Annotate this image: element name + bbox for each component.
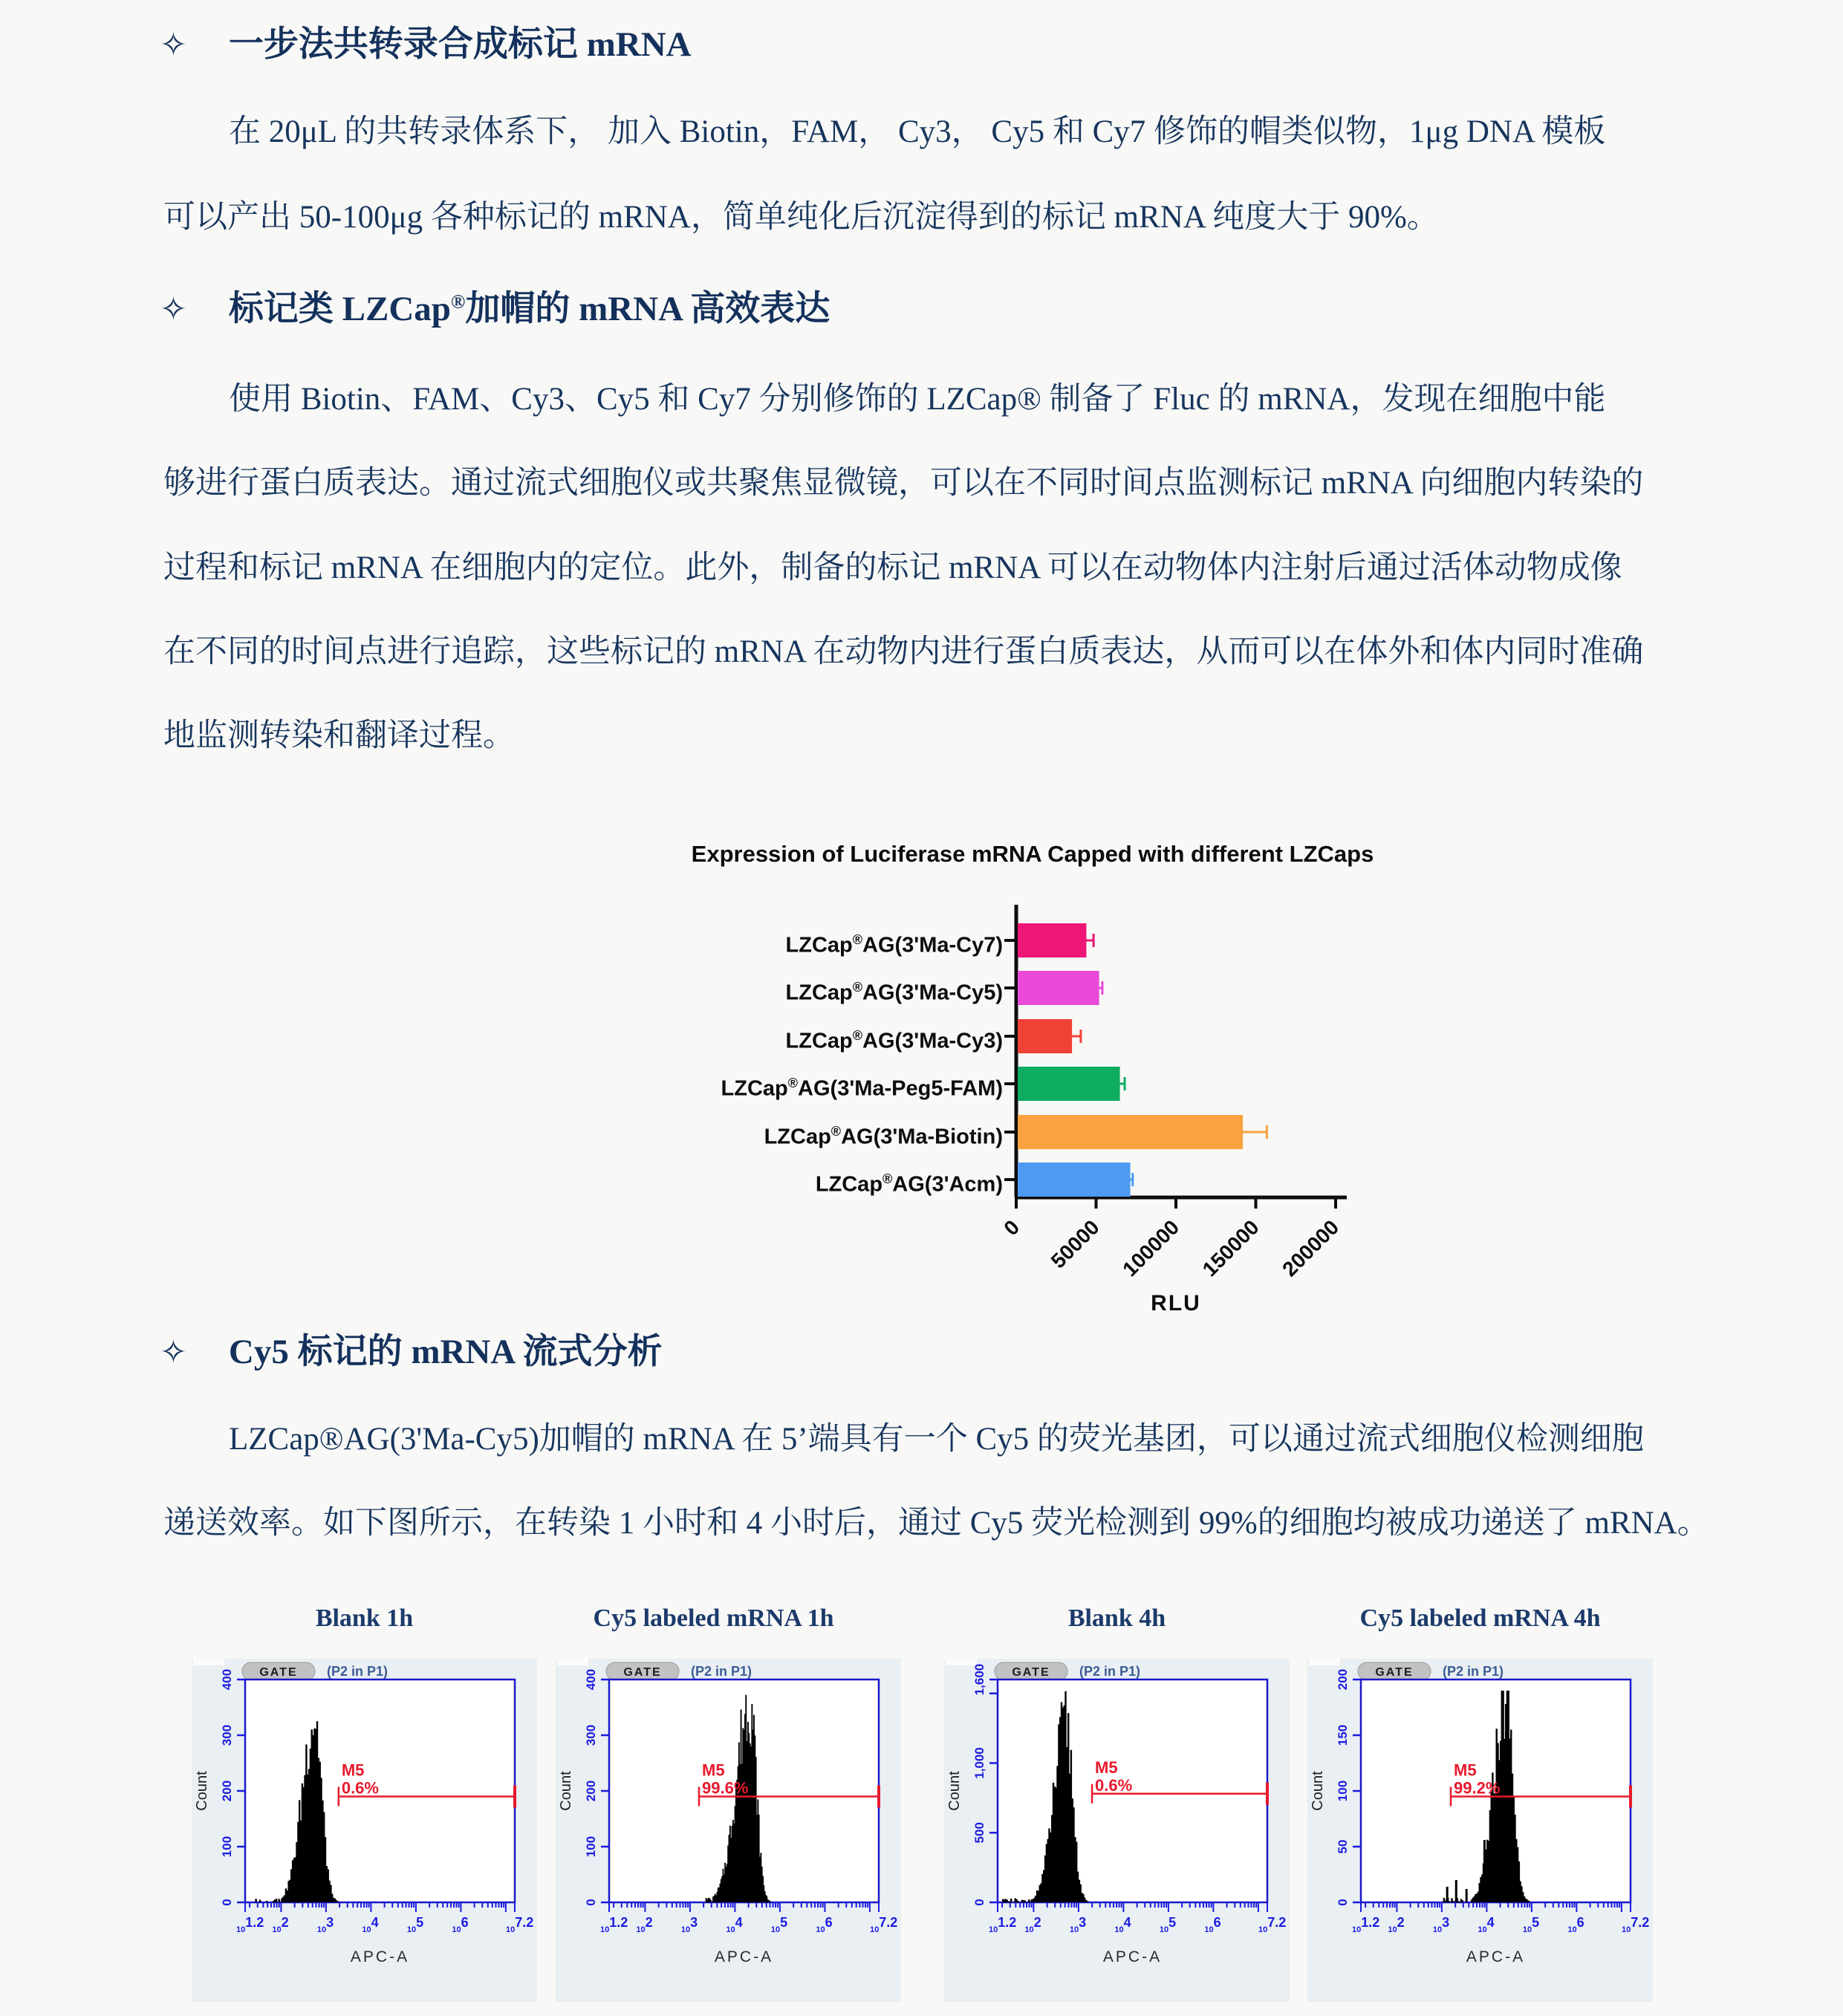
- panel-corner-notch: [557, 1659, 588, 1665]
- y-tick-label: 300: [584, 1724, 598, 1746]
- x-tick-label: 104: [1478, 1915, 1495, 1934]
- y-tick-label: 1,600: [972, 1663, 986, 1696]
- flow-panel-title: Blank 1h: [315, 1604, 414, 1632]
- x-tick-label: 101.2: [989, 1915, 1017, 1934]
- bar-2: [1018, 971, 1099, 1005]
- diamond-bullet-icon: ✧: [160, 1334, 187, 1370]
- x-tick-label: 105: [770, 1915, 788, 1934]
- heading-text: Cy5 标记的 mRNA 流式分析: [228, 1333, 663, 1371]
- x-tick-label: 200000: [1278, 1215, 1344, 1281]
- x-tick-label: 102: [1388, 1915, 1405, 1934]
- marker-percentage: 0.6%: [1095, 1775, 1133, 1795]
- y-axis-title: Count: [946, 1771, 963, 1811]
- x-tick-label: 107.2: [506, 1915, 534, 1934]
- y-tick-label: 0: [1336, 1899, 1350, 1906]
- flow-panel-blank-1h: [192, 1659, 537, 2002]
- paragraph-line: 递送效率。如下图所示，在转染 1 小时和 4 小时后，通过 Cy5 荧光检测到 99%的细胞均被成功递送了 mRNA。: [163, 1506, 1709, 1541]
- bar-chart-x-axis-label: RLU: [1151, 1291, 1201, 1316]
- marker-percentage: 0.6%: [341, 1778, 379, 1798]
- histogram-bin: [1457, 1901, 1459, 1902]
- gate-note: (P2 in P1): [327, 1664, 389, 1679]
- x-tick-label: 106: [1204, 1915, 1221, 1934]
- x-tick-label: 105: [1159, 1915, 1177, 1934]
- category-label: LZCap®AG(3'Ma-Cy5): [785, 980, 1003, 1005]
- histogram-spike: [1483, 1840, 1486, 1902]
- paragraph-line: 在 20μL 的共转录体系下， 加入 Biotin，FAM， Cy3， Cy5 和 Cy7 修饰的帽类似物，1μg DNA 模板: [229, 114, 1606, 149]
- x-tick-label: 0: [999, 1215, 1024, 1241]
- bar-chart-plot: [624, 891, 1382, 1281]
- flow-panel-cy5-4h: [1307, 1659, 1653, 2002]
- x-tick-label: 104: [1114, 1915, 1131, 1934]
- histogram-bin: [710, 1900, 712, 1902]
- y-tick-label: 200: [220, 1780, 234, 1802]
- histogram-bin: [1449, 1902, 1450, 1903]
- y-tick-label: 0: [972, 1899, 986, 1906]
- flow-panel-cy5-1h: [556, 1659, 901, 2002]
- category-label: LZCap®AG(3'Ma-Cy3): [785, 1028, 1003, 1053]
- y-tick-label: 100: [220, 1835, 234, 1858]
- x-tick-label: 50000: [1046, 1215, 1104, 1273]
- bar-3: [1018, 1019, 1072, 1053]
- y-tick-label: 400: [584, 1668, 598, 1691]
- x-tick-label: 107.2: [870, 1915, 898, 1934]
- histogram-bin: [1452, 1901, 1454, 1902]
- histogram-bin: [255, 1899, 256, 1902]
- plot-frame: [998, 1680, 1267, 1902]
- x-tick-label: 105: [1522, 1915, 1540, 1934]
- gate-label: GATE: [1375, 1666, 1414, 1679]
- x-axis-title: APC-A: [350, 1948, 410, 1965]
- y-tick-label: 200: [1336, 1668, 1350, 1691]
- bar-4: [1018, 1067, 1120, 1101]
- gate-label: GATE: [1012, 1666, 1050, 1679]
- section-heading-labeled-lzcap: [160, 281, 830, 331]
- histogram-bin: [1462, 1900, 1463, 1902]
- gate-label: GATE: [259, 1666, 298, 1679]
- marker-name: M5: [1095, 1758, 1118, 1777]
- x-tick-label: 101.2: [236, 1915, 264, 1934]
- x-axis-title: APC-A: [714, 1948, 774, 1965]
- x-tick-label: 107.2: [1258, 1915, 1287, 1934]
- paragraph-line: 在不同的时间点进行追踪，这些标记的 mRNA 在动物内进行蛋白质表达，从而可以在体外和体内同时准确: [163, 634, 1644, 669]
- registered-mark: ®: [450, 290, 466, 313]
- x-tick-label: 106: [816, 1915, 833, 1934]
- x-tick-label: 102: [636, 1915, 653, 1934]
- histogram-spike: [714, 1896, 716, 1902]
- histogram-bin: [259, 1899, 261, 1902]
- x-tick-label: 104: [726, 1915, 743, 1934]
- y-tick-label: 100: [584, 1835, 598, 1858]
- bar-5: [1018, 1115, 1243, 1149]
- y-tick-label: 400: [220, 1668, 234, 1691]
- histogram-bin: [266, 1901, 267, 1902]
- paragraph-line: 使用 Biotin、FAM、Cy3、Cy5 和 Cy7 分别修饰的 LZCap® 制备了 Fluc 的 mRNA，发现在细胞中能: [229, 382, 1606, 417]
- x-tick-label: 106: [452, 1915, 469, 1934]
- diamond-bullet-icon: ✧: [160, 291, 187, 328]
- x-axis-title: APC-A: [1466, 1948, 1526, 1965]
- heading-text: 加帽的 mRNA 高效表达: [465, 290, 831, 328]
- gate-note: (P2 in P1): [691, 1664, 753, 1679]
- section-heading-one-step: [160, 16, 692, 66]
- heading-text: 标记类 LZCap: [228, 290, 451, 328]
- x-tick-label: 102: [272, 1915, 289, 1934]
- histogram-bin: [1024, 1900, 1025, 1902]
- y-tick-label: 500: [972, 1822, 986, 1844]
- gate-label: GATE: [623, 1666, 662, 1679]
- y-tick-label: 0: [584, 1899, 598, 1906]
- paragraph-line: 可以产出 50-100μg 各种标记的 mRNA，简单纯化后沉淀得到的标记 mRNA 纯度大于 90%。: [163, 200, 1439, 235]
- y-axis-title: Count: [1310, 1771, 1326, 1811]
- histogram-bin: [337, 1901, 338, 1902]
- marker-name: M5: [702, 1760, 725, 1780]
- histogram-spike: [1446, 1887, 1449, 1902]
- flow-panel-title: Cy5 labeled mRNA 4h: [1359, 1604, 1601, 1632]
- x-tick-label: 101.2: [600, 1915, 628, 1934]
- y-tick-label: 100: [1336, 1780, 1350, 1802]
- y-axis-title: Count: [194, 1771, 210, 1811]
- panel-corner-notch: [193, 1659, 224, 1665]
- y-tick-label: 50: [1336, 1839, 1350, 1854]
- histogram-bin: [706, 1899, 708, 1902]
- panel-corner-notch: [1309, 1659, 1340, 1665]
- histogram-spike: [1466, 1889, 1468, 1902]
- x-tick-label: 150000: [1197, 1215, 1264, 1281]
- paragraph-line: 过程和标记 mRNA 在细胞内的定位。此外，制备的标记 mRNA 可以在动物体内注射后通过活体动物成像: [163, 550, 1622, 585]
- gate-note: (P2 in P1): [1079, 1664, 1141, 1679]
- y-tick-label: 0: [220, 1899, 234, 1906]
- histogram-bin: [1010, 1899, 1012, 1902]
- flow-panel-title: Blank 4h: [1067, 1604, 1166, 1632]
- paragraph-line: 地监测转染和翻译过程。: [163, 718, 515, 753]
- plot-frame: [245, 1680, 515, 1902]
- x-tick-label: 106: [1567, 1915, 1584, 1934]
- marker-name: M5: [341, 1760, 365, 1780]
- y-tick-label: 300: [220, 1724, 234, 1746]
- x-tick-label: 103: [1432, 1915, 1450, 1934]
- gate-note: (P2 in P1): [1443, 1664, 1504, 1679]
- bar-1: [1018, 923, 1086, 957]
- histogram-bin: [279, 1899, 280, 1902]
- histogram-bin: [276, 1899, 277, 1902]
- x-axis-title: APC-A: [1102, 1948, 1163, 1965]
- histogram-spike: [1455, 1880, 1457, 1902]
- flow-panel-title: Cy5 labeled mRNA 1h: [593, 1604, 834, 1632]
- marker-name: M5: [1454, 1760, 1477, 1780]
- histogram-spike: [708, 1898, 710, 1902]
- x-tick-label: 103: [1069, 1915, 1087, 1934]
- bar-6: [1018, 1163, 1131, 1197]
- marker-percentage: 99.6%: [702, 1778, 749, 1798]
- category-label: LZCap®AG(3'Ma-Peg5-FAM): [721, 1076, 1003, 1101]
- x-tick-label: 101.2: [1352, 1915, 1380, 1934]
- x-tick-label: 100000: [1118, 1215, 1184, 1281]
- y-tick-label: 150: [1336, 1724, 1350, 1746]
- bar-chart-title: Expression of Luciferase mRNA Capped with different LZCaps: [691, 841, 1374, 867]
- y-tick-label: 1,000: [972, 1747, 986, 1779]
- paragraph-line: 够进行蛋白质表达。通过流式细胞仪或共聚焦显微镜，可以在不同时间点监测标记 mRNA 向细胞内转染的: [163, 466, 1644, 501]
- heading-text: 一步法共转录合成标记 mRNA: [228, 25, 692, 64]
- x-tick-label: 104: [362, 1915, 379, 1934]
- diamond-bullet-icon: ✧: [160, 27, 187, 63]
- x-tick-label: 107.2: [1622, 1915, 1650, 1934]
- marker-percentage: 99.2%: [1454, 1778, 1501, 1798]
- y-tick-label: 200: [584, 1780, 598, 1802]
- histogram-bin: [770, 1901, 771, 1902]
- flow-panel-blank-4h: [944, 1659, 1290, 2002]
- section-heading-cy5-flow: [160, 1324, 662, 1373]
- x-tick-label: 105: [406, 1915, 424, 1934]
- histogram-bin: [1017, 1901, 1018, 1902]
- x-tick-label: 103: [680, 1915, 698, 1934]
- x-tick-label: 103: [316, 1915, 334, 1934]
- paragraph-line: LZCap®AG(3'Ma-Cy5)加帽的 mRNA 在 5’端具有一个 Cy5 的荧光基团，可以通过流式细胞仪检测细胞: [229, 1422, 1644, 1457]
- histogram-bin: [1087, 1901, 1088, 1902]
- category-label: LZCap®AG(3'Ma-Biotin): [764, 1124, 1003, 1149]
- category-label: LZCap®AG(3'Acm): [815, 1171, 1003, 1197]
- y-axis-title: Count: [558, 1771, 574, 1811]
- category-label: LZCap®AG(3'Ma-Cy7): [785, 932, 1003, 957]
- x-tick-label: 102: [1024, 1915, 1041, 1934]
